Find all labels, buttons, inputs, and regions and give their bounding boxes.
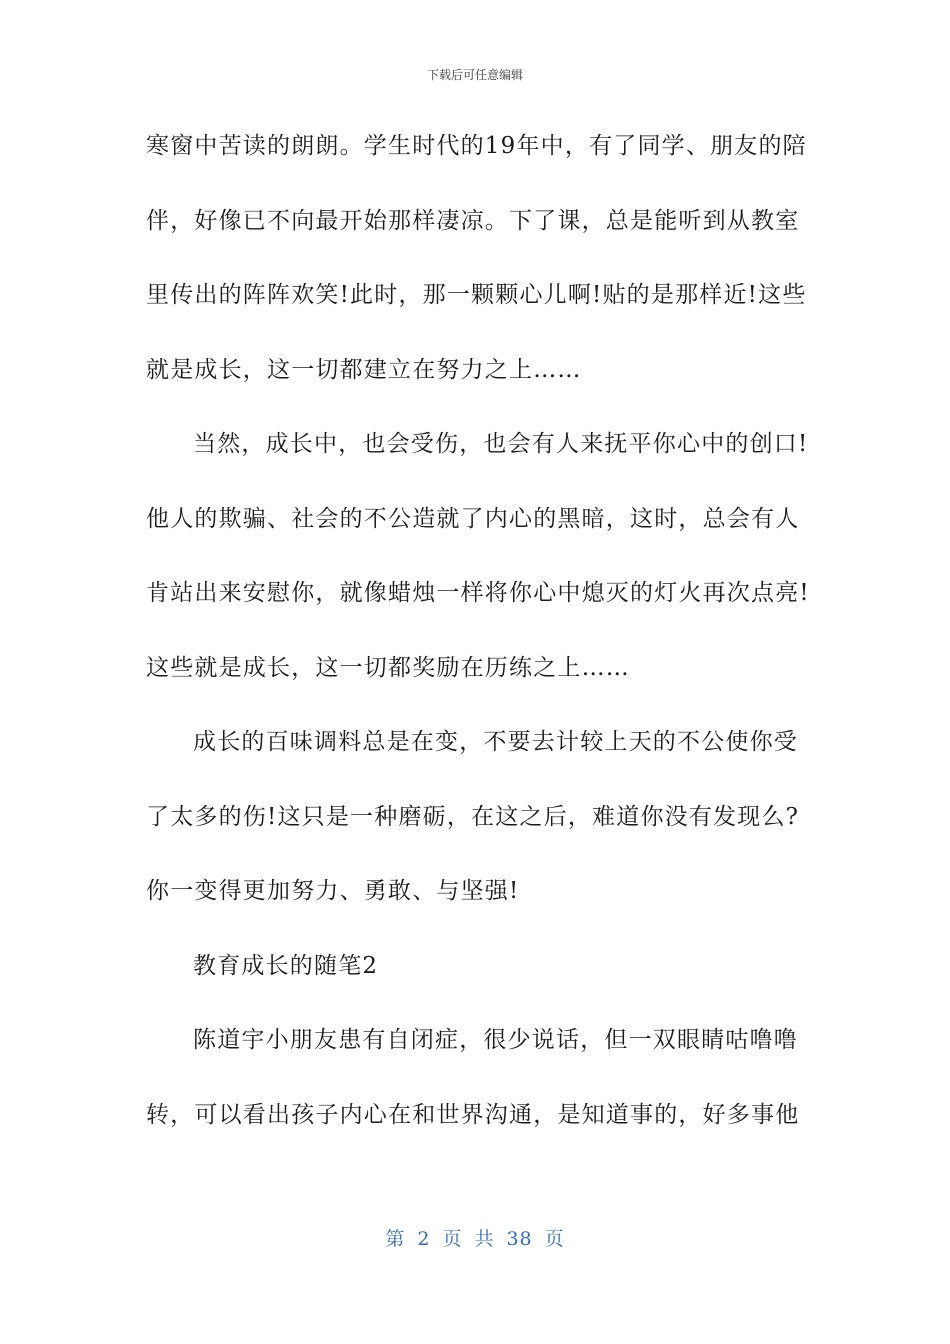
footer-suffix: 页 (544, 1228, 565, 1250)
text-line: 寒窗中苦读的朗朗。学生时代的19年中，有了同学、朋友的陪 (146, 133, 807, 159)
footer-prefix: 第 (385, 1228, 406, 1250)
text-line: 成长的百味调料总是在变，不要去计较上天的不公使你受 (193, 729, 798, 755)
text-line: 当然，成长中，也会受伤，也会有人来抚平你心中的创口! (193, 431, 809, 457)
text-line: 伴，好像已不向最开始那样凄凉。下了课，总是能听到从教室 (146, 207, 800, 234)
footer-page-word: 页 (442, 1228, 463, 1250)
text-line: 陈道宇小朋友患有自闭症，很少说话，但一双眼睛咕噜噜 (193, 1027, 798, 1053)
text-line: 转，可以看出孩子内心在和世界沟通，是知道事的，好多事他 (146, 1101, 800, 1128)
text-line: 肯站出来安慰你，就像蜡烛一样将你心中熄灭的灯火再次点亮! (146, 580, 810, 606)
text-line: 了太多的伤!这只是一种磨砺，在这之后，难道你没有发现么? (146, 803, 800, 830)
document-body (146, 124, 810, 1167)
page-footer (0, 1224, 950, 1251)
text-line: 他人的欺骗、社会的不公造就了内心的黑暗，这时，总会有人 (146, 505, 800, 532)
footer-total-word: 共 (474, 1228, 495, 1250)
text-line: 这些就是成长，这一切都奖励在历练之上…… (146, 654, 630, 681)
footer-total-pages: 38 (506, 1228, 533, 1250)
section-heading: 教育成长的随笔2 (193, 952, 379, 979)
page-header: 下载后可任意编辑 (426, 68, 523, 82)
footer-page-number: 2 (417, 1228, 431, 1250)
text-line: 就是成长，这一切都建立在努力之上…… (146, 356, 582, 383)
text-line: 里传出的阵阵欢笑!此时，那一颗颗心儿啊!贴的是那样近!这些 (146, 282, 807, 308)
text-line: 你一变得更加努力、勇敢、与坚强! (146, 878, 520, 904)
